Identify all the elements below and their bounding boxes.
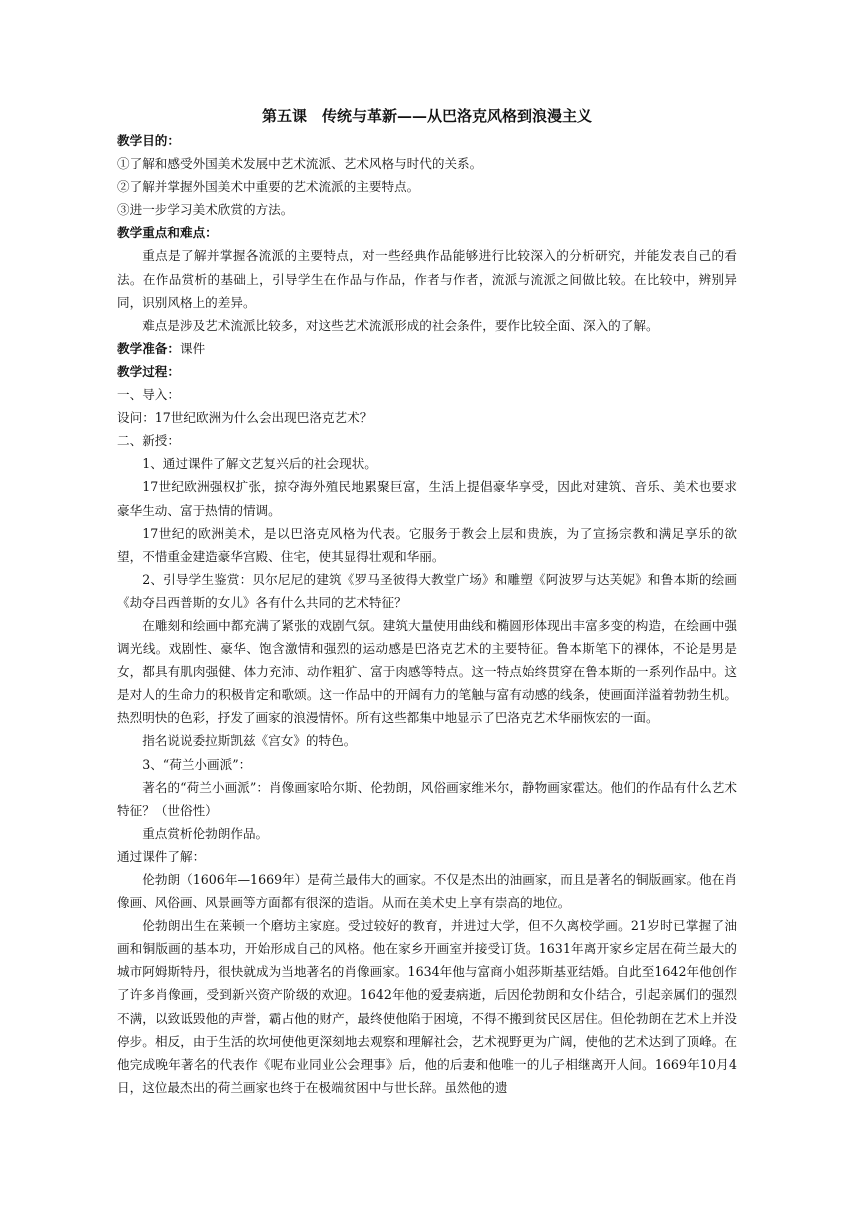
paragraph: 17世纪的欧洲美术，是以巴洛克风格为代表。它服务于教会上层和贵族，为了宣扬宗教和满足享乐的欲望，不惜重金建造豪华宫殿、住宅，使其显得壮观和华丽。	[117, 525, 737, 564]
preparation-heading: 教学准备：	[117, 340, 180, 356]
objectives-heading: 教学目的：	[117, 133, 180, 148]
lesson-title: 第五课 传统与革新——从巴洛克风格到浪漫主义	[261, 107, 592, 125]
paragraph: 17世纪欧洲强权扩张，掠夺海外殖民地累聚巨富，生活上提倡豪华享受，因此对建筑、音乐、美术也要求豪华生动、富于热情的情调。	[117, 479, 737, 518]
paragraph: 伦勃朗（1606年—1669年）是荷兰最伟大的画家。不仅是杰出的油画家，而且是著名的铜版画家。他在肖像画、风俗画、风景画等方面都有很深的造诣。从而在美术史上享有崇高的地位。	[117, 872, 737, 911]
key-point-paragraph: 重点是了解并掌握各流派的主要特点，对一些经典作品能够进行比较深入的分析研究，并能发表自己的看法。在作品赏析的基础上，引导学生在作品与作品，作者与作者，流派与流派之间做比较。在比较中，辨别异同，识别风格上的差异。	[117, 248, 737, 310]
step-2: 2、引导学生鉴赏：贝尔尼尼的建筑《罗马圣彼得大教堂广场》和雕塑《阿波罗与达芙妮》和鲁本斯的绘画《劫夺吕西普斯的女儿》各有什么共同的艺术特征？	[117, 571, 737, 610]
key-points-heading: 教学重点和难点：	[117, 225, 218, 241]
objective-item: ②了解并掌握外国美术中重要的艺术流派的主要特点。	[117, 179, 420, 195]
paragraph: 著名的“荷兰小画派”：肖像画家哈尔斯、伦勃朗，风俗画家维米尔，静物画家霍达。他们的作品有什么艺术特征？（世俗性）	[117, 779, 737, 818]
process-heading: 教学过程：	[117, 363, 180, 379]
objective-item: ③进一步学习美术欣赏的方法。	[117, 202, 294, 218]
document-page	[117, 104, 737, 1099]
new-lesson-label: 二、新授：	[117, 433, 180, 449]
step-3: 3、“荷兰小画派”：	[142, 756, 252, 772]
paragraph: 重点赏析伦勃朗作品。	[142, 825, 269, 841]
preparation-value: 课件	[179, 340, 206, 356]
paragraph: 伦勃朗出生在莱顿一个磨坊主家庭。受过较好的教育，并进过大学，但不久离校学画。21岁时已掌握了油画和铜版画的基本功，开始形成自己的风格。他在家乡开画室并接受订货。1631年离开家乡定居在荷兰最大的城市阿姆斯特丹，很快就成为当地著名的肖像画家。1634年他与富商小姐莎斯基亚结婚。自此至1642年他创作了许多肖像画，受到新兴资产阶级的欢迎。1642年他的爱妻病逝，后因伦勃朗和女仆结合，引起亲属们的强烈不满，以致诋毁他的声誉，霸占他的财产，最终使他陷于困境，不得不搬到贫民区居住。但伦勃朗在艺术上并没停步。相反，由于生活的坎坷使他更深刻地去观察和理解社会，艺术视野更为广阔，使他的艺术达到了顶峰。在他完成晚年著名的代表作《呢布业同业公会理事》后，他的后妻和他唯一的儿子相继离开人间。1669年10月4日，这位最杰出的荷兰画家也终于在极端贫困中与世长辞。虽然他的遗	[117, 918, 737, 1095]
paragraph: 指名说说委拉斯凯兹《宫女》的特色。	[142, 733, 357, 749]
intro-label: 一、导入：	[117, 387, 180, 403]
preparation-line	[117, 337, 737, 360]
difficulty-paragraph: 难点是涉及艺术流派比较多，对这些艺术流派形成的社会条件，要作比较全面、深入的了解。	[142, 317, 659, 333]
document-body	[117, 129, 737, 1099]
paragraph: 通过课件了解：	[117, 848, 206, 864]
paragraph: 在雕刻和绘画中都充满了紧张的戏剧气氛。建筑大量使用曲线和椭圆形体现出丰富多变的构造，在绘画中强调光线。戏剧性、豪华、饱含激情和强烈的运动感是巴洛克艺术的主要特征。鲁本斯笔下的裸体，不论是男是女，都具有肌肉强健、体力充沛、动作粗犷、富于肉感等特点。这一特点始终贯穿在鲁本斯的一系列作品中。这是对人的生命力的积极肯定和歌颂。这一作品中的开阔有力的笔触与富有动感的线条，使画面洋溢着勃勃生机。热烈明快的色彩，抒发了画家的浪漫情怀。所有这些都集中地显示了巴洛克艺术华丽恢宏的一面。	[117, 617, 737, 726]
intro-question: 设问：17世纪欧洲为什么会出现巴洛克艺术？	[117, 410, 373, 426]
step-1: 1、通过课件了解文艺复兴后的社会现状。	[142, 456, 377, 472]
objective-item: ①了解和感受外国美术发展中艺术流派、艺术风格与时代的关系。	[117, 156, 483, 172]
